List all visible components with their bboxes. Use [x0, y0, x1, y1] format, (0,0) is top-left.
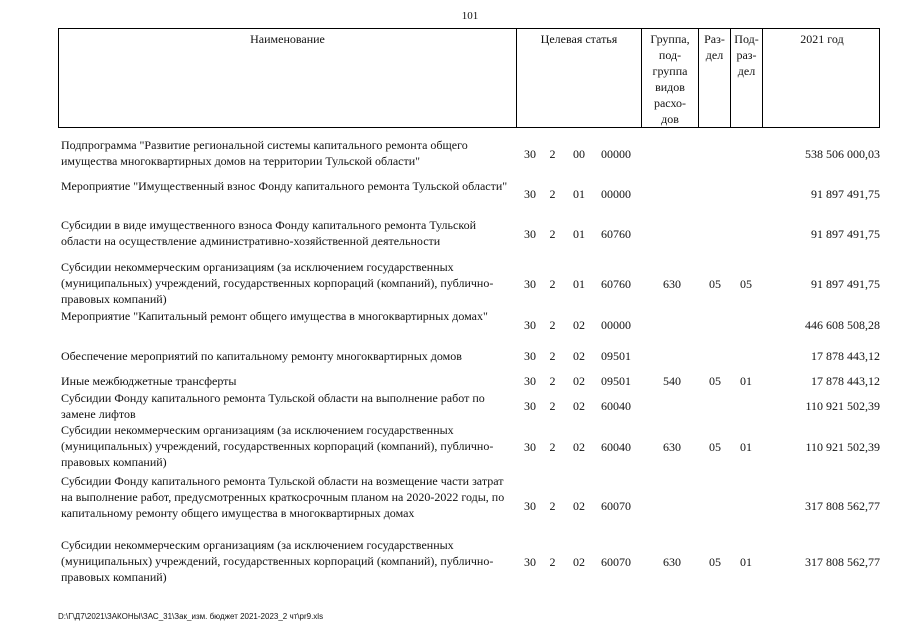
code-d: 00000 — [601, 147, 631, 161]
code-a: 30 — [524, 499, 536, 513]
code-d: 60070 — [601, 555, 631, 569]
code-c: 01 — [573, 227, 585, 241]
code-d: 09501 — [601, 374, 631, 388]
header-podrazdel-line: Под- — [734, 32, 759, 46]
amount: 17 878 443,12 — [811, 349, 880, 363]
row-name: Субсидии Фонду капитального ремонта Тульской области на возмещение части затрат на выполнение работ, предусмотренных краткосрочным планом на 2020-2022 годы, по капитальному ремонту общего имущества в многоквартирных домах — [61, 474, 505, 520]
group-code: 540 — [663, 374, 681, 388]
code-d: 60040 — [601, 399, 631, 413]
code-b: 2 — [549, 440, 556, 454]
code-d: 00000 — [601, 187, 631, 201]
file-path-footer: D:\Г\Д7\2021\ЗАКОНЫ\ЗАС_31\Зак_изм. бюджет 2021-2023_2 чт\pr9.xls — [58, 612, 324, 621]
code-c: 02 — [573, 349, 585, 363]
code-c: 02 — [573, 399, 585, 413]
code-c: 02 — [573, 499, 585, 513]
amount: 317 808 562,77 — [805, 555, 880, 569]
header-group-line: Группа, — [650, 32, 690, 46]
group-code: 630 — [663, 440, 681, 454]
code-c: 02 — [573, 555, 585, 569]
code-c: 02 — [573, 318, 585, 332]
razdel-code: 05 — [709, 277, 721, 291]
row-name: Подпрограмма "Развитие региональной системы капитального ремонта общего имущества многоквартирных домов на территории Тульской области" — [61, 138, 468, 168]
group-code: 630 — [663, 555, 681, 569]
row-name: Субсидии некоммерческим организациям (за исключением государственных (муниципальных) учреждений, государственных корпораций (компаний), публично-правовых компаний) — [61, 423, 494, 469]
code-a: 30 — [524, 227, 536, 241]
row-name: Иные межбюджетные трансферты — [61, 374, 237, 388]
code-d: 60040 — [601, 440, 631, 454]
amount: 91 897 491,75 — [811, 277, 880, 291]
code-a: 30 — [524, 277, 536, 291]
code-d: 00000 — [601, 318, 631, 332]
row-name: Субсидии Фонду капитального ремонта Тульской области на выполнение работ по замене лифтов — [61, 391, 485, 421]
code-b: 2 — [549, 187, 556, 201]
code-b: 2 — [549, 374, 556, 388]
code-a: 30 — [524, 147, 536, 161]
header-group-line: под- — [658, 48, 682, 62]
code-c: 01 — [573, 187, 585, 201]
podrazdel-code: 01 — [740, 374, 752, 388]
code-b: 2 — [549, 318, 556, 332]
podrazdel-code: 05 — [740, 277, 752, 291]
code-b: 2 — [549, 227, 556, 241]
razdel-code: 05 — [709, 440, 721, 454]
amount: 538 506 000,03 — [805, 147, 880, 161]
header-group — [642, 29, 699, 127]
header-target: Целевая статья — [517, 29, 642, 127]
code-c: 02 — [573, 374, 585, 388]
row-name: Субсидии некоммерческим организациям (за исключением государственных (муниципальных) учреждений, государственных корпораций (компаний), публично-правовых компаний) — [61, 260, 494, 306]
code-a: 30 — [524, 374, 536, 388]
code-a: 30 — [524, 349, 536, 363]
amount: 110 921 502,39 — [805, 440, 880, 454]
header-year: 2021 год — [800, 32, 844, 46]
header-razdel-line: дел — [705, 48, 724, 62]
podrazdel-code: 01 — [740, 440, 752, 454]
header-podrazdel-line: раз- — [736, 48, 757, 62]
amount: 446 608 508,28 — [805, 318, 880, 332]
code-d: 09501 — [601, 349, 631, 363]
code-c: 00 — [573, 147, 585, 161]
code-b: 2 — [549, 147, 556, 161]
header-group-line: расхо- — [653, 96, 687, 110]
header-podrazdel-line: дел — [737, 64, 756, 78]
table-header — [58, 28, 880, 128]
code-a: 30 — [524, 318, 536, 332]
row-name: Обеспечение мероприятий по капитальному ремонту многоквартирных домов — [61, 349, 462, 363]
code-c: 02 — [573, 440, 585, 454]
code-d: 60760 — [601, 277, 631, 291]
code-b: 2 — [549, 555, 556, 569]
amount: 110 921 502,39 — [805, 399, 880, 413]
group-code: 630 — [663, 277, 681, 291]
header-group-line: группа — [652, 64, 688, 78]
code-a: 30 — [524, 399, 536, 413]
row-name: Мероприятие "Капитальный ремонт общего имущества в многоквартирных домах" — [61, 309, 488, 323]
amount: 91 897 491,75 — [811, 227, 880, 241]
code-a: 30 — [524, 440, 536, 454]
code-b: 2 — [549, 277, 556, 291]
code-b: 2 — [549, 499, 556, 513]
code-b: 2 — [549, 349, 556, 363]
code-d: 60760 — [601, 227, 631, 241]
amount: 17 878 443,12 — [811, 374, 880, 388]
header-name: Наименование — [59, 29, 517, 127]
header-group-line: видов — [655, 80, 685, 94]
code-d: 60070 — [601, 499, 631, 513]
podrazdel-code: 01 — [740, 555, 752, 569]
code-c: 01 — [573, 277, 585, 291]
code-a: 30 — [524, 555, 536, 569]
row-name: Мероприятие "Имущественный взнос Фонду капитального ремонта Тульской области" — [61, 179, 508, 193]
razdel-code: 05 — [709, 555, 721, 569]
header-razdel — [699, 29, 731, 127]
header-razdel-line: Раз- — [704, 32, 725, 46]
header-podrazdel — [731, 29, 763, 127]
amount: 91 897 491,75 — [811, 187, 880, 201]
row-name: Субсидии некоммерческим организациям (за исключением государственных (муниципальных) учреждений, государственных корпораций (компаний), публично-правовых компаний) — [61, 538, 494, 584]
code-b: 2 — [549, 399, 556, 413]
amount: 317 808 562,77 — [805, 499, 880, 513]
header-group-line: дов — [661, 112, 679, 126]
code-a: 30 — [524, 187, 536, 201]
row-name: Субсидии в виде имущественного взноса Фонду капитального ремонта Тульской области на осуществление административно-хозяйственной деятельности — [61, 218, 476, 248]
page-number: 101 — [461, 10, 479, 22]
razdel-code: 05 — [709, 374, 721, 388]
